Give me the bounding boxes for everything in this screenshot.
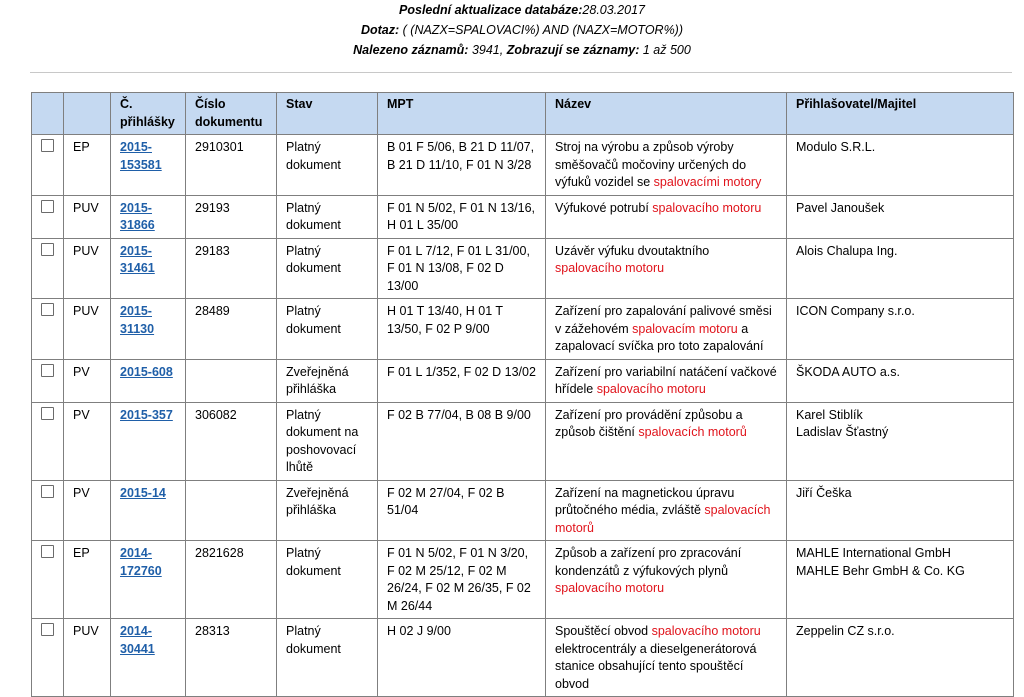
row-type: PUV <box>64 619 111 697</box>
row-title <box>546 541 787 619</box>
title-highlight: spalovacího motoru <box>555 261 665 275</box>
row-owner <box>787 541 1014 619</box>
header-select <box>32 93 64 135</box>
row-document-number: 2910301 <box>186 135 277 196</box>
row-owner <box>787 135 1014 196</box>
row-status: Platný dokument <box>277 195 378 238</box>
row-type: PUV <box>64 195 111 238</box>
last-update-value: 28.03.2017 <box>582 3 645 17</box>
row-document-number: 29183 <box>186 238 277 299</box>
shown-label: Zobrazují se záznamy: <box>506 43 640 57</box>
row-owner <box>787 359 1014 402</box>
owner-name: ŠKODA AUTO a.s. <box>796 364 900 379</box>
title-text: Uzávěr výfuku dvoutaktního <box>555 243 710 258</box>
row-owner <box>787 238 1014 299</box>
application-number-link[interactable]: 2015-14 <box>120 485 166 500</box>
found-value: 3941, <box>468 43 507 57</box>
row-document-number <box>186 359 277 402</box>
row-checkbox[interactable] <box>41 485 54 498</box>
row-select-cell <box>32 135 64 196</box>
table-header-row <box>32 93 1014 135</box>
header-title[interactable]: Název <box>546 93 787 135</box>
row-checkbox[interactable] <box>41 303 54 316</box>
row-title <box>546 135 787 196</box>
row-application-number-cell <box>111 135 186 196</box>
row-status: Platný dokument <box>277 541 378 619</box>
row-type: EP <box>64 135 111 196</box>
table-row <box>32 238 1014 299</box>
row-select-cell <box>32 359 64 402</box>
row-select-cell <box>32 619 64 697</box>
row-select-cell <box>32 480 64 541</box>
owner-name: Karel Stiblík <box>796 407 863 422</box>
row-status: Platný dokument <box>277 299 378 360</box>
last-update-label: Poslední aktualizace databáze: <box>399 3 583 17</box>
application-number-link[interactable]: 2015-31461 <box>120 243 155 275</box>
row-checkbox[interactable] <box>41 139 54 152</box>
row-select-cell <box>32 541 64 619</box>
row-title <box>546 299 787 360</box>
query-line <box>0 23 1024 37</box>
row-mpt: H 01 T 13/40, H 01 T 13/50, F 02 P 9/00 <box>378 299 546 360</box>
row-application-number-cell <box>111 402 186 480</box>
title-text: Výfukové potrubí <box>555 200 653 215</box>
row-status: Platný dokument <box>277 238 378 299</box>
owner-name: Zeppelin CZ s.r.o. <box>796 624 895 638</box>
owner-name: ICON Company s.r.o. <box>796 304 915 318</box>
row-document-number <box>186 480 277 541</box>
row-document-number: 2821628 <box>186 541 277 619</box>
header-application-number[interactable]: Č. přihlášky <box>111 93 186 135</box>
query-value: ( (NAZX=SPALOVACI%) AND (NAZX=MOTOR%)) <box>399 23 684 37</box>
application-number-link[interactable]: 2015-31866 <box>120 200 155 232</box>
title-text: Zařízení pro provádění způsobu a způsob čištění <box>555 407 743 439</box>
row-checkbox[interactable] <box>41 243 54 256</box>
row-status: Platný dokument na poshovovací lhůtě <box>277 402 378 480</box>
table-row <box>32 359 1014 402</box>
row-status: Zveřejněná přihláška <box>277 359 378 402</box>
row-owner <box>787 195 1014 238</box>
table-row <box>32 135 1014 196</box>
table-row <box>32 195 1014 238</box>
owner-name: MAHLE International GmbH <box>796 546 951 560</box>
table-row <box>32 480 1014 541</box>
row-application-number-cell <box>111 619 186 697</box>
row-checkbox[interactable] <box>41 545 54 558</box>
title-text: Zařízení pro zapalování palivové směsi v zážehovém <box>555 304 772 336</box>
row-checkbox[interactable] <box>41 407 54 420</box>
application-number-link[interactable]: 2015-608 <box>120 364 173 379</box>
header-divider <box>30 72 1012 73</box>
row-application-number-cell <box>111 238 186 299</box>
row-mpt: F 02 B 77/04, B 08 B 9/00 <box>378 402 546 480</box>
row-type: PUV <box>64 238 111 299</box>
last-update-line <box>0 3 1024 17</box>
title-highlight: spalovacího motoru <box>596 382 706 396</box>
header-document-number[interactable]: Číslo dokumentu <box>186 93 277 135</box>
row-type: PV <box>64 480 111 541</box>
application-number-link[interactable]: 2014-172760 <box>120 546 162 578</box>
title-text: a zapalovací svíčka pro toto zapalování <box>555 321 764 353</box>
row-type: PV <box>64 402 111 480</box>
header-mpt[interactable]: MPT <box>378 93 546 135</box>
result-count-line <box>0 43 1024 57</box>
title-highlight: spalovacími motory <box>653 175 762 189</box>
row-type: EP <box>64 541 111 619</box>
owner-name: Jiří Češka <box>796 485 852 500</box>
owner-name: Modulo S.R.L. <box>796 140 876 154</box>
row-title <box>546 195 787 238</box>
title-text: Spouštěcí obvod <box>555 624 652 638</box>
row-status: Platný dokument <box>277 619 378 697</box>
application-number-link[interactable]: 2015-31130 <box>120 304 155 336</box>
row-status: Zveřejněná přihláška <box>277 480 378 541</box>
title-highlight: spalovacího motoru <box>555 581 665 595</box>
row-select-cell <box>32 238 64 299</box>
header-status[interactable]: Stav <box>277 93 378 135</box>
title-text: elektrocentrály a dieselgenerátorová stanice obsahující tento spouštěcí obvod <box>555 641 757 691</box>
row-title <box>546 480 787 541</box>
results-body <box>32 135 1014 697</box>
row-type: PV <box>64 359 111 402</box>
row-select-cell <box>32 195 64 238</box>
row-application-number-cell <box>111 480 186 541</box>
row-checkbox[interactable] <box>41 200 54 213</box>
application-number-link[interactable]: 2015-153581 <box>120 140 162 172</box>
row-status: Platný dokument <box>277 135 378 196</box>
row-mpt: F 02 M 27/04, F 02 B 51/04 <box>378 480 546 541</box>
table-row <box>32 402 1014 480</box>
found-label: Nalezeno záznamů: <box>353 43 469 57</box>
results-table <box>31 92 1014 697</box>
header-type <box>64 93 111 135</box>
title-text: Zařízení pro variabilní natáčení vačkové hřídele <box>555 364 777 396</box>
row-mpt: F 01 N 5/02, F 01 N 13/16, H 01 L 35/00 <box>378 195 546 238</box>
owner-name: Pavel Janoušek <box>796 200 885 215</box>
application-number-link[interactable]: 2014-30441 <box>120 624 155 656</box>
row-mpt: F 01 L 7/12, F 01 L 31/00, F 01 N 13/08, F 02 D 13/00 <box>378 238 546 299</box>
table-row <box>32 619 1014 697</box>
row-owner <box>787 299 1014 360</box>
row-document-number: 306082 <box>186 402 277 480</box>
title-text: Způsob a zařízení pro zpracování kondenzátů z výfukových plynů <box>555 546 742 578</box>
owner-name: Ladislav Šťastný <box>796 425 889 439</box>
query-label: Dotaz: <box>360 23 400 37</box>
row-mpt: B 01 F 5/06, B 21 D 11/07, B 21 D 11/10, F 01 N 3/28 <box>378 135 546 196</box>
row-select-cell <box>32 402 64 480</box>
title-highlight: spalovacího motoru <box>651 624 761 638</box>
table-row <box>32 299 1014 360</box>
row-mpt: F 01 L 1/352, F 02 D 13/02 <box>378 359 546 402</box>
row-document-number: 29193 <box>186 195 277 238</box>
row-application-number-cell <box>111 359 186 402</box>
row-owner <box>787 619 1014 697</box>
owner-name: Alois Chalupa Ing. <box>796 243 898 258</box>
row-document-number: 28489 <box>186 299 277 360</box>
row-title <box>546 238 787 299</box>
row-application-number-cell <box>111 299 186 360</box>
row-title <box>546 359 787 402</box>
row-application-number-cell <box>111 195 186 238</box>
title-highlight: spalovacích motorů <box>555 503 771 535</box>
title-text: Stroj na výrobu a způsob výroby směšovačů močoviny určených do výfuků vozidel se <box>555 140 747 189</box>
row-document-number: 28313 <box>186 619 277 697</box>
row-mpt: F 01 N 5/02, F 01 N 3/20, F 02 M 25/12, F 02 M 26/24, F 02 M 26/35, F 02 M 26/44 <box>378 541 546 619</box>
title-text: Zařízení na magnetickou úpravu průtočného média, zvláště <box>555 485 735 517</box>
row-application-number-cell <box>111 541 186 619</box>
header-owner[interactable]: Přihlašovatel/Majitel <box>787 93 1014 135</box>
owner-name: MAHLE Behr GmbH & Co. KG <box>796 563 965 578</box>
title-highlight: spalovacích motorů <box>638 425 747 439</box>
title-highlight: spalovacím motoru <box>632 321 738 336</box>
shown-value: 1 až 500 <box>639 43 691 57</box>
table-row <box>32 541 1014 619</box>
application-number-link[interactable]: 2015-357 <box>120 407 173 422</box>
title-highlight: spalovacího motoru <box>652 200 762 215</box>
row-mpt: H 02 J 9/00 <box>378 619 546 697</box>
row-owner <box>787 480 1014 541</box>
row-title <box>546 402 787 480</box>
row-type: PUV <box>64 299 111 360</box>
row-title <box>546 619 787 697</box>
row-checkbox[interactable] <box>41 364 54 377</box>
row-checkbox[interactable] <box>41 623 54 636</box>
row-select-cell <box>32 299 64 360</box>
row-owner <box>787 402 1014 480</box>
